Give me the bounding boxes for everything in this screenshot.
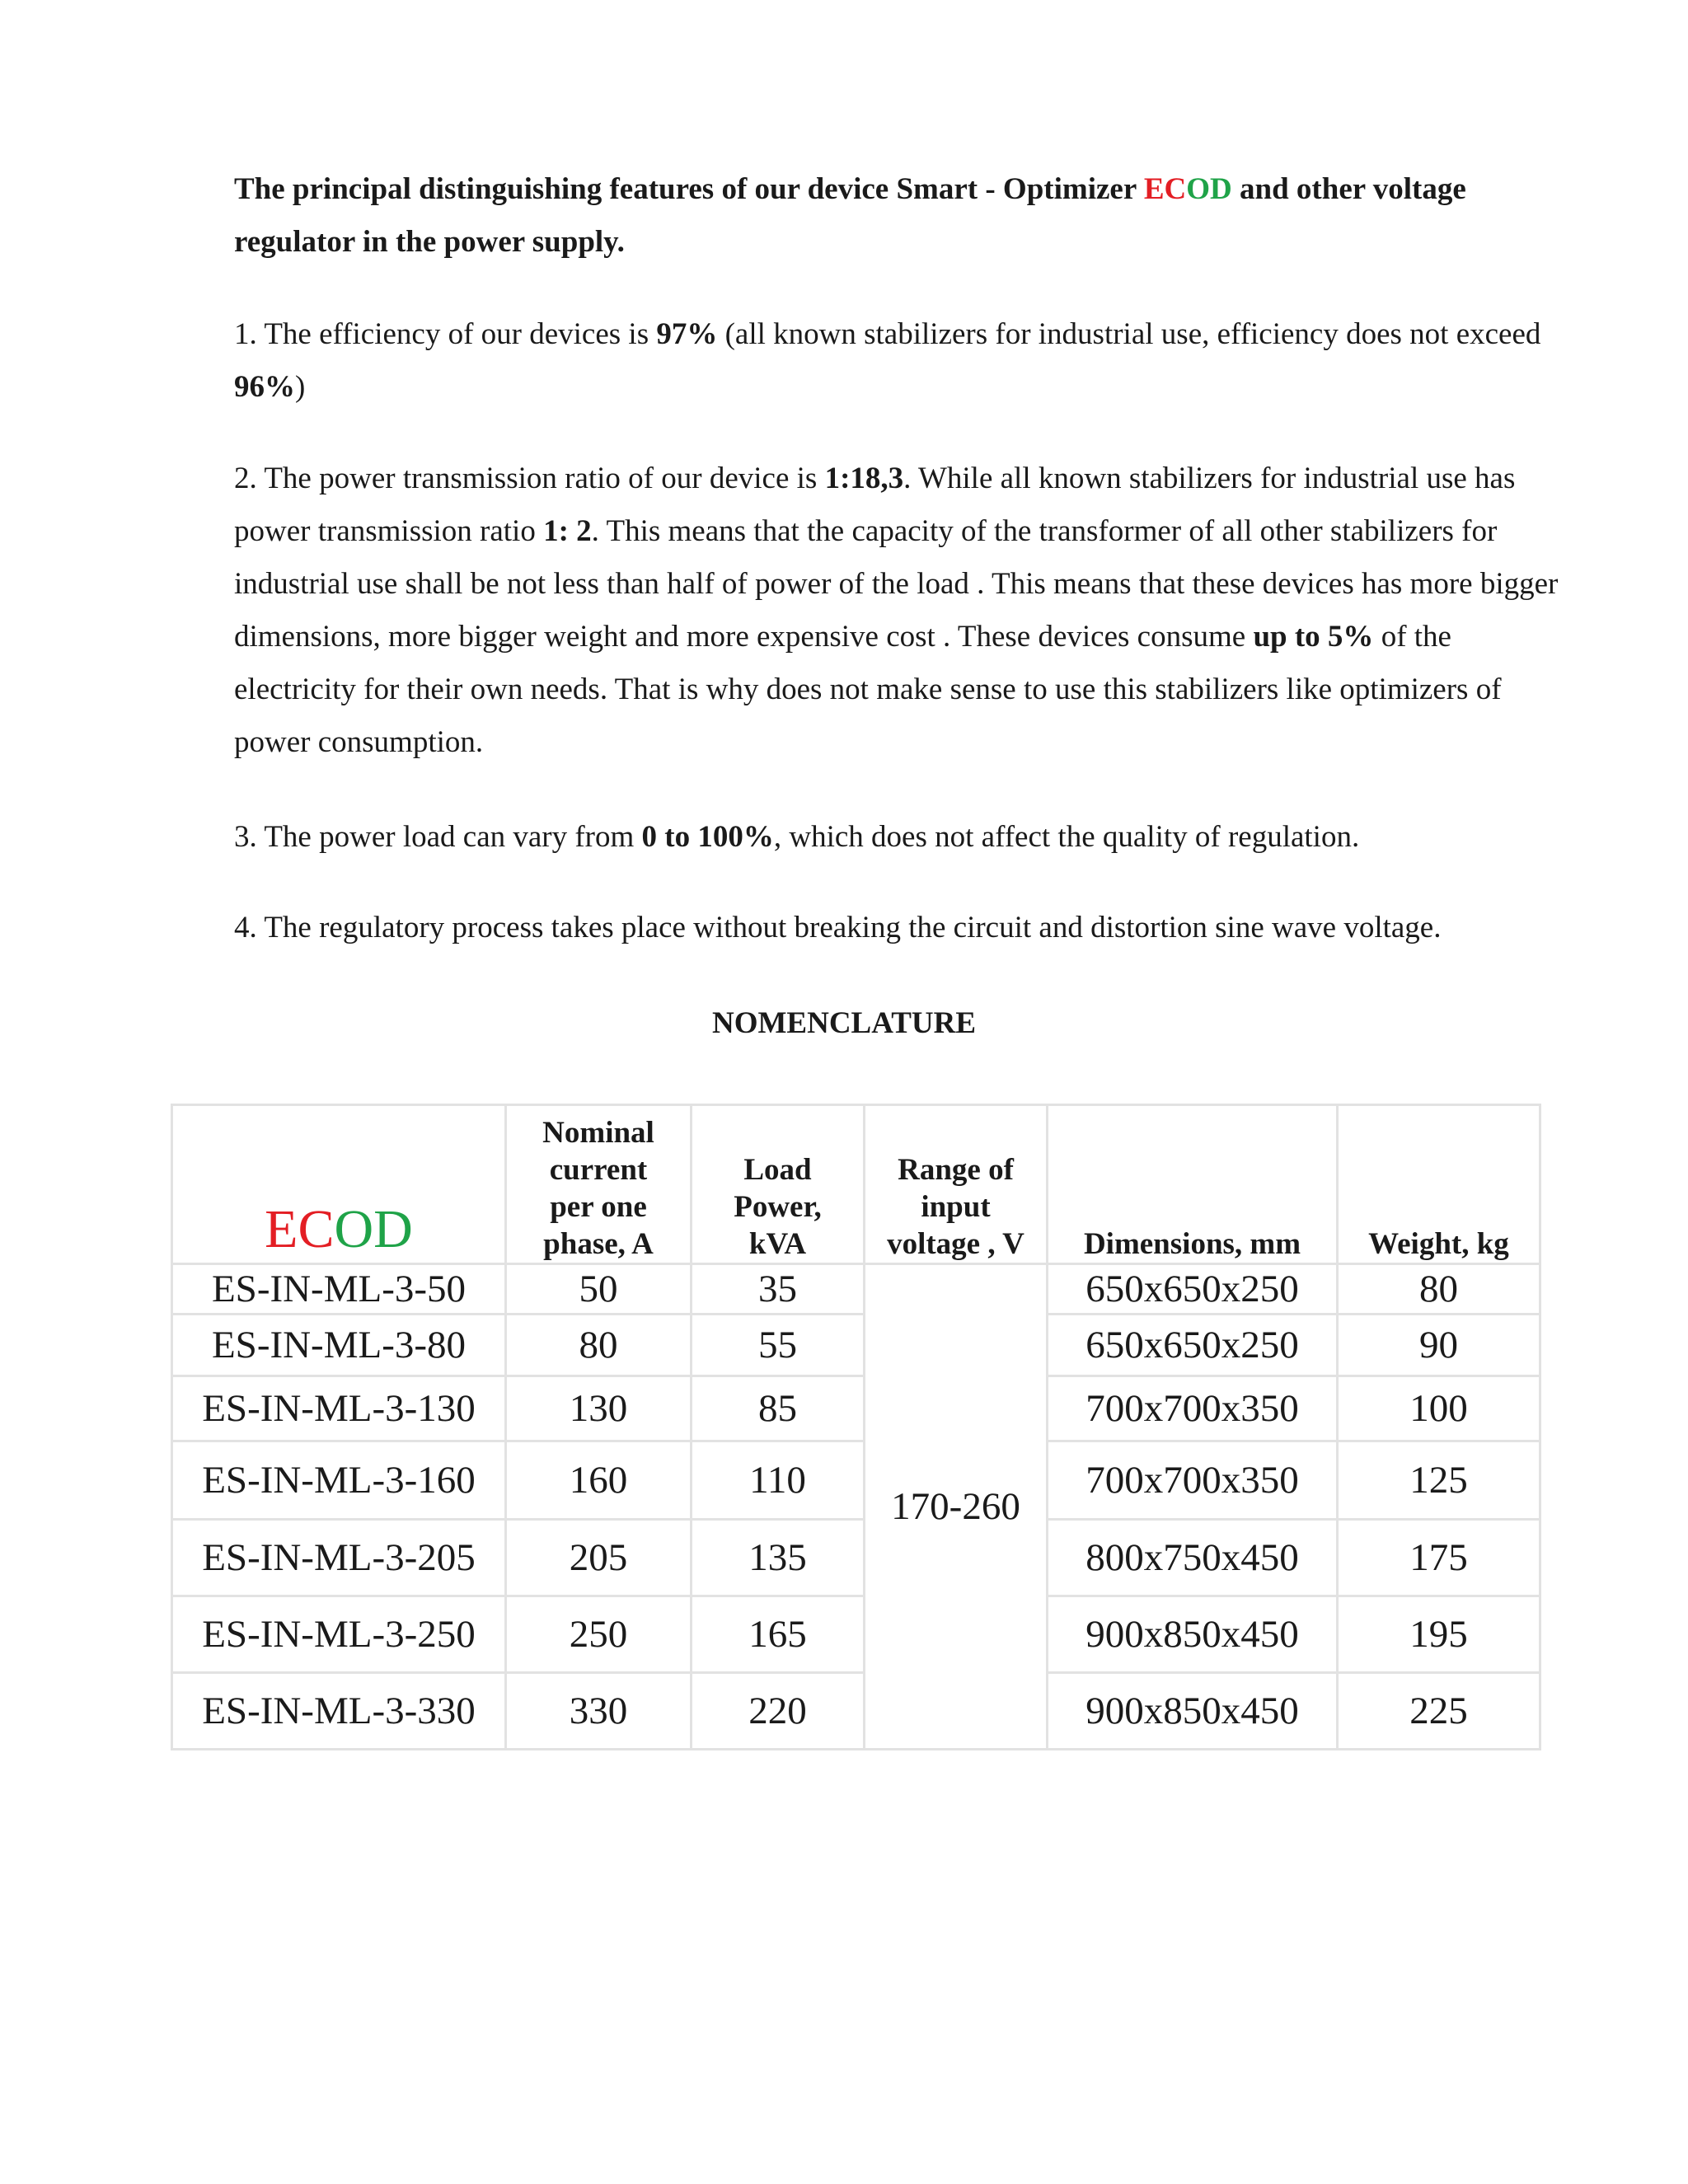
cell-weight: 90 (1338, 1315, 1540, 1376)
header-range-line2: input (921, 1190, 991, 1224)
header-nominal-line2: current (549, 1153, 648, 1187)
cell-current: 130 (506, 1376, 692, 1441)
header-nominal-line3: per one (550, 1190, 647, 1224)
cell-current: 50 (506, 1264, 692, 1315)
table-row (172, 1264, 1540, 1315)
cell-dimensions: 900x850x450 (1048, 1596, 1338, 1673)
feature-point-1 (234, 308, 1561, 414)
cell-current: 80 (506, 1315, 692, 1376)
table-row (172, 1376, 1540, 1441)
point1-text-2: (all known stabilizers for industrial use, efficiency does not exceed (717, 317, 1541, 351)
point2-text-4: of the electricity for their own needs. That is why does not make sense to use this stabilizers like optimizers of power consumption. (234, 620, 1502, 759)
cell-current: 160 (506, 1441, 692, 1520)
cell-dimensions: 650x650x250 (1048, 1315, 1338, 1376)
point2-ratio: 1:18,3 (824, 462, 904, 495)
header-load-line2: Power, (734, 1190, 822, 1224)
header-nominal-current (506, 1105, 692, 1264)
cell-voltage-range: 170-260 (865, 1264, 1048, 1750)
table-row (172, 1596, 1540, 1673)
header-load-line1: Load (743, 1153, 812, 1187)
cell-weight: 80 (1338, 1264, 1540, 1315)
cell-dimensions: 700x700x350 (1048, 1376, 1338, 1441)
page-heading (234, 163, 1561, 269)
cell-weight: 100 (1338, 1376, 1540, 1441)
point2-text: 2. The power transmission ratio of our device is (234, 462, 825, 495)
cell-model: ES-IN-ML-3-160 (172, 1441, 506, 1520)
nomenclature-table (171, 1104, 1541, 1750)
cell-power: 85 (692, 1376, 865, 1441)
cell-dimensions: 700x700x350 (1048, 1441, 1338, 1520)
header-weight: Weight, kg (1338, 1105, 1540, 1264)
header-nominal-line4: phase, A (543, 1227, 654, 1261)
table-header-row (172, 1105, 1540, 1264)
cell-dimensions: 650x650x250 (1048, 1264, 1338, 1315)
point4-text: 4. The regulatory process takes place without breaking the circuit and distortion sine wave voltage. (234, 911, 1442, 944)
point1-text-3: ) (295, 370, 306, 404)
cell-power: 110 (692, 1441, 865, 1520)
table-brand-od: OD (334, 1199, 413, 1259)
cell-weight: 125 (1338, 1441, 1540, 1520)
cell-power: 135 (692, 1520, 865, 1596)
cell-current: 250 (506, 1596, 692, 1673)
table-row (172, 1673, 1540, 1750)
cell-model: ES-IN-ML-3-80 (172, 1315, 506, 1376)
point1-efficiency: 97% (656, 317, 718, 351)
cell-weight: 195 (1338, 1596, 1540, 1673)
header-dimensions: Dimensions, mm (1048, 1105, 1338, 1264)
point3-text: 3. The power load can vary from (234, 820, 642, 854)
header-range-line1: Range of (898, 1153, 1014, 1187)
feature-point-3 (234, 811, 1561, 864)
cell-dimensions: 800x750x450 (1048, 1520, 1338, 1596)
header-nominal-line1: Nominal (542, 1116, 654, 1150)
nomenclature-title: NOMENCLATURE (712, 1006, 976, 1040)
cell-power: 165 (692, 1596, 865, 1673)
header-load-line3: kVA (748, 1227, 807, 1261)
point1-text: 1. The efficiency of our devices is (234, 317, 657, 351)
cell-weight: 225 (1338, 1673, 1540, 1750)
cell-current: 330 (506, 1673, 692, 1750)
cell-model: ES-IN-ML-3-130 (172, 1376, 506, 1441)
point2-consumption: up to 5% (1253, 620, 1374, 654)
heading-brand-od: OD (1186, 172, 1232, 206)
cell-power: 220 (692, 1673, 865, 1750)
feature-point-4 (234, 902, 1561, 954)
cell-power: 55 (692, 1315, 865, 1376)
table-row (172, 1441, 1540, 1520)
point2-competitor-ratio: 1: 2 (543, 514, 592, 548)
cell-model: ES-IN-ML-3-330 (172, 1673, 506, 1750)
table-row (172, 1315, 1540, 1376)
point1-competitor-efficiency: 96% (234, 370, 295, 404)
table-brand-e: E (265, 1199, 298, 1259)
point3-load-range: 0 to 100% (641, 820, 774, 854)
point3-text-2: , which does not affect the quality of regulation. (773, 820, 1360, 854)
point2-text-3: . This means that the capacity of the transformer of all other stabilizers for industrial use shall be not less than half of power of the load . This means that these devices has more bigger dimensions, more bigger weight and more expensive cost . These devices consume (234, 514, 1559, 654)
header-range-line3: voltage , V (887, 1227, 1025, 1261)
heading-text-part1: The principal distinguishing features of our device Smart - Optimizer (234, 172, 1144, 206)
cell-model: ES-IN-ML-3-250 (172, 1596, 506, 1673)
feature-point-2 (234, 452, 1561, 769)
heading-text-part2: and other voltage regulator in the power supply. (234, 172, 1466, 259)
heading-brand-e: E (1143, 172, 1165, 206)
cell-power: 35 (692, 1264, 865, 1315)
heading-brand-c: C (1164, 172, 1187, 206)
cell-dimensions: 900x850x450 (1048, 1673, 1338, 1750)
cell-model: ES-IN-ML-3-205 (172, 1520, 506, 1596)
header-load-power (692, 1105, 865, 1264)
point2-text-2: . While all known stabilizers for industrial use has power transmission ratio (234, 462, 1516, 548)
header-brand-cell (172, 1105, 506, 1264)
cell-weight: 175 (1338, 1520, 1540, 1596)
table-row (172, 1520, 1540, 1596)
cell-model: ES-IN-ML-3-50 (172, 1264, 506, 1315)
cell-current: 205 (506, 1520, 692, 1596)
table-brand-c: C (298, 1199, 335, 1259)
header-input-voltage (865, 1105, 1048, 1264)
